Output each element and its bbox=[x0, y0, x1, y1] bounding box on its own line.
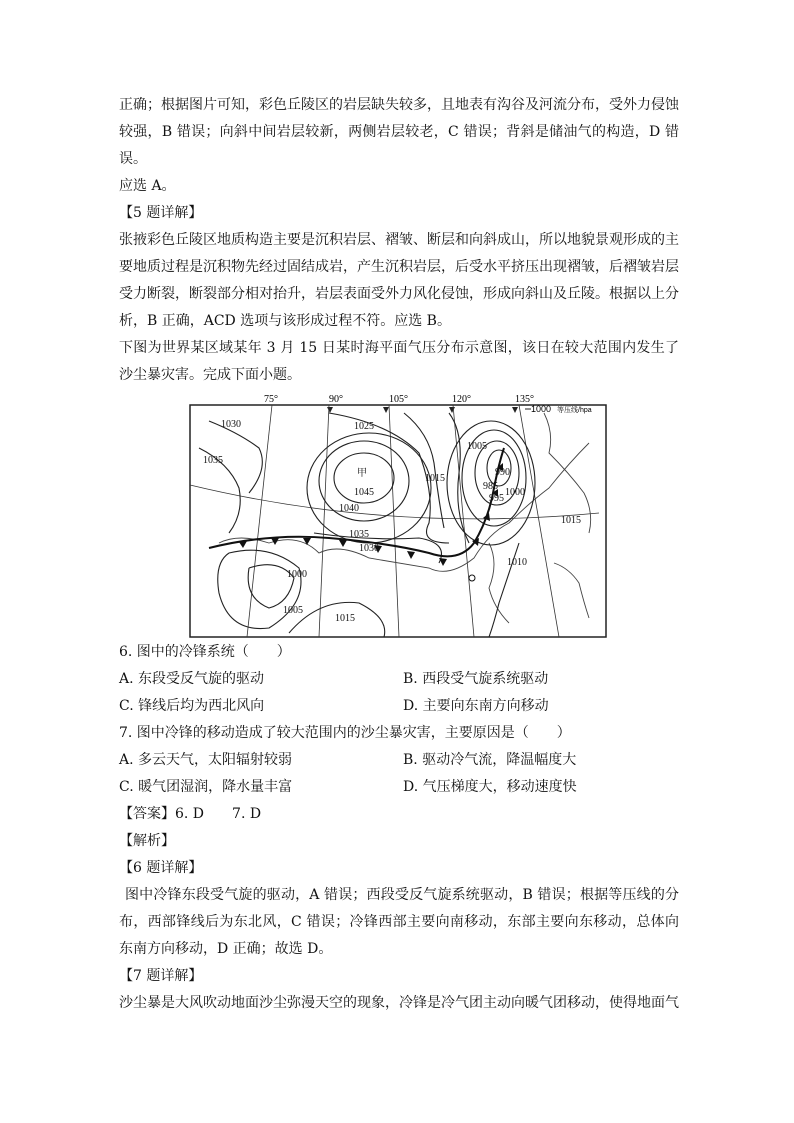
heading-q6-detail: 【6 题详解】 bbox=[119, 860, 203, 876]
isobar-label: 1030 bbox=[221, 419, 241, 430]
isobar-label: 985 bbox=[483, 481, 498, 492]
q7-option-b[interactable]: B. 驱动冷气流，降温幅度大 bbox=[403, 752, 577, 768]
paragraph-q5-explanation: 张掖彩色丘陵区地质构造主要是沉积岩层、褶皱、断层和向斜成山，所以地貌景观形成的主要地质过程是沉积物先经过固结成岩，产生沉积岩层，后受水平挤压出现褶皱，后褶皱岩层受力断裂，断裂部分相对抬升，岩层表面受外力风化侵蚀，形成向斜山及丘陵。根据以上分析，B 正确，ACD 选项与该形成过程不符。应选 B。 bbox=[119, 232, 679, 329]
paragraph-q6-explanation: 图中冷锋东段受气旋的驱动，A 错误；西段受反气旋系统驱动，B 错误；根据等压线的分布，西部锋线后为东北风，C 错误；冷锋西部主要向南移动，东部主要向东移动，总体向东南方向移动，D 正确；故选 D。 bbox=[119, 887, 679, 957]
q6-option-a[interactable]: A. 东段受反气旋的驱动 bbox=[119, 671, 265, 687]
isobar-label: 1015 bbox=[425, 473, 445, 484]
isobar-label: 1025 bbox=[354, 421, 374, 432]
q6-option-d[interactable]: D. 主要向东南方向移动 bbox=[403, 698, 549, 714]
paragraph-question-intro: 下图为世界某区域某年 3 月 15 日某时海平面气压分布示意图，该日在较大范围内发生了沙尘暴灾害。完成下面小题。 bbox=[119, 340, 679, 383]
isobar-label: 990 bbox=[495, 467, 510, 478]
question-7-stem: 7. 图中冷锋的移动造成了较大范围内的沙尘暴灾害，主要原因是（ ） bbox=[119, 725, 571, 741]
lon-label-135: 135° bbox=[515, 394, 534, 405]
lon-label-90: 90° bbox=[329, 394, 343, 405]
question-7-options-row-2 bbox=[119, 774, 679, 801]
isobar-label: 1000 bbox=[287, 569, 307, 580]
isobar-label: 1005 bbox=[283, 605, 303, 616]
isobar-label: 1035 bbox=[349, 529, 369, 540]
lon-label-75: 75° bbox=[264, 394, 278, 405]
isobar-label: 1030 bbox=[359, 543, 379, 554]
isobar-label: 1000 bbox=[505, 487, 525, 498]
q6-option-c[interactable]: C. 锋线后均为西北风向 bbox=[119, 698, 265, 714]
q7-option-c[interactable]: C. 暖气团湿润，降水量丰富 bbox=[119, 779, 293, 795]
lon-label-120: 120° bbox=[452, 394, 471, 405]
isobar-label: 1045 bbox=[354, 487, 374, 498]
paragraph-option-analysis: 正确；根据图片可知，彩色丘陵区的岩层缺失较多，且地表有沟谷及河流分布，受外力侵蚀较强，B 错误；向斜中间岩层较新，两侧岩层较老，C 错误；背斜是储油气的构造，D 错误。 bbox=[119, 97, 679, 167]
answer-label: 【答案】 bbox=[119, 806, 175, 822]
analysis-label: 【解析】 bbox=[119, 833, 175, 849]
isobar-label: 1040 bbox=[339, 503, 359, 514]
center-label: 甲 bbox=[357, 468, 367, 479]
isobar-label: 1035 bbox=[203, 455, 223, 466]
q7-option-a[interactable]: A. 多云天气，太阳辐射较弱 bbox=[119, 752, 293, 768]
answer-7: 7. D bbox=[232, 806, 262, 822]
isobar-label: 1005 bbox=[467, 441, 487, 452]
isobar-label: 1015 bbox=[335, 613, 355, 624]
paragraph-q7-explanation: 沙尘暴是大风吹动地面沙尘弥漫天空的现象，冷锋是冷气团主动向暖气团移动，使得地面气 bbox=[119, 995, 679, 1011]
q7-option-d[interactable]: D. 气压梯度大，移动速度快 bbox=[403, 779, 577, 795]
paragraph-answer-a: 应选 A。 bbox=[119, 178, 176, 194]
question-6-stem: 6. 图中的冷锋系统（ ） bbox=[119, 644, 291, 660]
document-page bbox=[119, 92, 679, 1017]
heading-q7-detail: 【7 题详解】 bbox=[119, 968, 203, 984]
legend-unit: 等压线/hpa bbox=[557, 407, 592, 414]
q6-option-b[interactable]: B. 西段受气旋系统驱动 bbox=[403, 671, 549, 687]
lon-label-105: 105° bbox=[389, 394, 408, 405]
legend-value: 1000 bbox=[531, 404, 552, 414]
answer-row bbox=[119, 801, 679, 828]
isobar-label: 995 bbox=[489, 493, 504, 504]
answer-6: 6. D bbox=[175, 806, 205, 822]
pressure-map-svg bbox=[189, 393, 607, 639]
heading-q5-detail: 【5 题详解】 bbox=[119, 205, 203, 221]
pressure-map-figure bbox=[189, 393, 607, 639]
question-6-options-row-2 bbox=[119, 693, 679, 720]
question-7-options-row-1 bbox=[119, 747, 679, 774]
question-6-options-row-1 bbox=[119, 666, 679, 693]
isobar-label: 1010 bbox=[507, 557, 527, 568]
isobar-label: 1015 bbox=[561, 515, 581, 526]
